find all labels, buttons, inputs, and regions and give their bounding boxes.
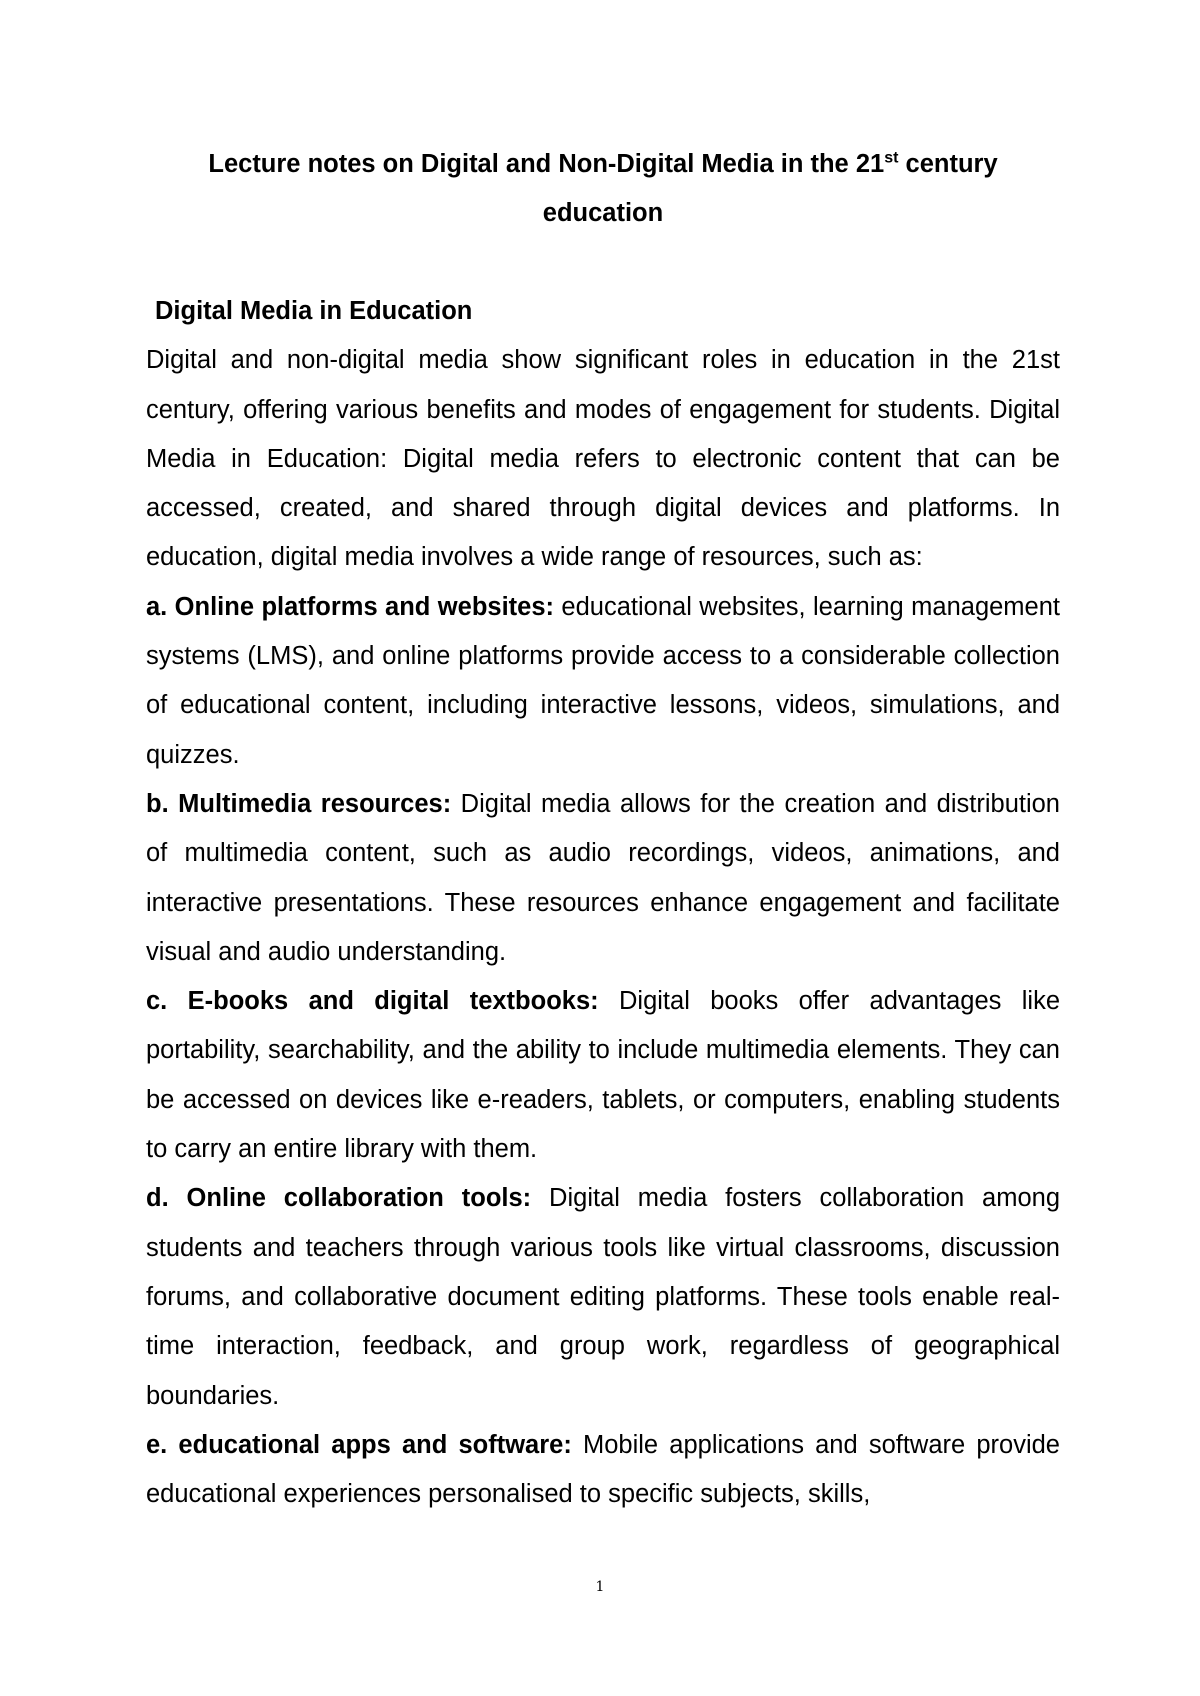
list-item-multimedia-resources xyxy=(146,780,1060,977)
page-number: 1 xyxy=(595,1579,605,1595)
list-item-text: Digital books offer advantages like portability, searchability, and the ability to include multimedia elements. They can be accessed on devices like e-readers, tablets, or computers, enabling students to carry an entire library with them. xyxy=(146,987,1061,1164)
intro-paragraph: Digital and non-digital media show significant roles in education in the 21st century, offering various benefits and modes of engagement for students. Digital Media in Education: Digital media refers to electronic content that can be accessed, created, and shared through digital devices and platforms. In education, digital media involves a wide range of resources, such as: xyxy=(146,346,1060,572)
title-text: Lecture notes on Digital and Non-Digital Media in the 21 xyxy=(208,150,885,178)
list-item-label: c. E-books and digital textbooks: xyxy=(146,987,599,1016)
list-item-online-platforms xyxy=(146,583,1060,780)
list-item-text: educational websites, learning management systems (LMS), and online platforms provide access to a considerable collection of educational content, including interactive lessons, videos, simulations, and quizzes. xyxy=(146,592,1060,769)
document-body xyxy=(146,287,1060,1519)
section-heading: Digital Media in Education xyxy=(155,297,473,325)
title-superscript: st xyxy=(884,149,899,167)
list-item-label: b. Multimedia resources: xyxy=(146,789,452,818)
title-text-end: century xyxy=(898,150,998,178)
list-item-text: Digital media fosters collaboration among students and teachers through various tools like virtual classrooms, discussion forums, and collaborative document editing platforms. These tools enable real-time interaction, feedback, and group work, regardless of geographical boundaries. xyxy=(146,1184,1061,1410)
document-title xyxy=(146,140,1060,238)
list-item-text: Digital media allows for the creation and distribution of multimedia content, such as audio recordings, videos, animations, and interactive presentations. These resources enhance engagement and facilitate visual and audio understanding. xyxy=(146,789,1060,966)
list-item-label: a. Online platforms and websites: xyxy=(146,592,555,621)
list-item-collaboration-tools xyxy=(146,1174,1060,1420)
list-item-ebooks xyxy=(146,977,1060,1174)
list-item-label: e. educational apps and software: xyxy=(146,1430,572,1459)
list-item-text: Mobile applications and software provide educational experiences personalised to specific subjects, skills, xyxy=(146,1430,1060,1509)
list-item-educational-apps xyxy=(146,1421,1060,1520)
list-item-label: d. Online collaboration tools: xyxy=(146,1184,532,1213)
title-second-line: education xyxy=(542,199,664,227)
